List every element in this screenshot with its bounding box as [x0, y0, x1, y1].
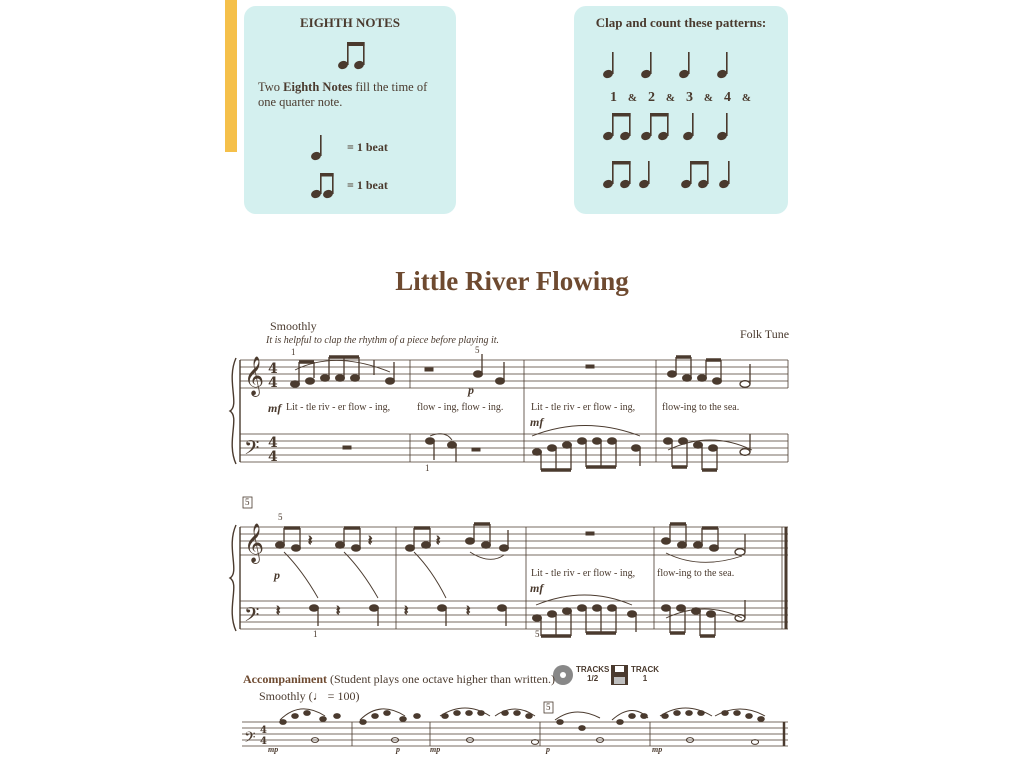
- svg-text:𝄽: 𝄽: [308, 534, 313, 549]
- dynamic-mp: mp: [430, 745, 441, 754]
- quarter-note-symbol: ♩: [312, 689, 325, 703]
- panel-title: EIGHTH NOTES: [299, 15, 401, 30]
- fingering: 5: [535, 629, 540, 639]
- fingering: 1: [313, 629, 318, 639]
- accompaniment-tempo: Smoothly (♩ = 100): [259, 689, 360, 703]
- lyric-m1: Lit - tle riv - er flow - ing,: [286, 402, 391, 413]
- fingering: 5: [278, 512, 283, 522]
- lyric-m2: flow - ing, flow - ing.: [417, 402, 504, 413]
- brace: [230, 358, 236, 464]
- fingering: 5: [475, 345, 480, 355]
- dynamic-mf: mf: [530, 581, 544, 595]
- svg-text:𝄢: 𝄢: [244, 729, 256, 750]
- accompaniment-staff: [242, 722, 788, 746]
- bass-staff-2: [240, 601, 788, 629]
- svg-text:4: 4: [268, 449, 278, 465]
- dynamic-mp: mp: [268, 745, 279, 754]
- accompaniment-heading: Accompaniment (Student plays one octave higher than written.): [243, 672, 555, 686]
- measure-number: 5: [245, 497, 250, 507]
- count-row: 1 & 2 & 3 & 4 &: [610, 90, 752, 105]
- lyric-m8: flow-ing to the sea.: [657, 568, 735, 579]
- cd-icon: [553, 665, 573, 685]
- tempo-marking: Smoothly: [270, 319, 317, 333]
- svg-text:4: 4: [268, 361, 278, 377]
- bass-staff-1: [240, 434, 788, 462]
- svg-text:𝄢: 𝄢: [244, 603, 260, 631]
- disk-track-label: TRACK 1: [631, 665, 659, 683]
- cd-tracks-label: TRACKS 1/2: [576, 665, 610, 683]
- treble-clef: 𝄞: [244, 356, 265, 396]
- eighths-beat-label: = 1 beat: [347, 178, 388, 192]
- dynamic-mf: mf: [268, 401, 282, 415]
- svg-text:𝄽: 𝄽: [368, 534, 373, 549]
- dynamic-p: p: [396, 745, 400, 754]
- dynamic-p: p: [274, 568, 280, 582]
- treble-staff-2: [240, 527, 788, 555]
- song-title: Little River Flowing: [395, 266, 629, 296]
- measure-number: 5: [546, 702, 551, 712]
- lyric-m3: Lit - tle riv - er flow - ing,: [531, 402, 636, 413]
- practice-tip: It is helpful to clap the rhythm of a piece before playing it.: [266, 335, 500, 346]
- svg-text:𝄽: 𝄽: [276, 604, 281, 619]
- quarter-beat-label: = 1 beat: [347, 140, 388, 154]
- svg-text:𝄽: 𝄽: [466, 604, 471, 619]
- floppy-disk-icon: [611, 665, 628, 685]
- bass-clef: 𝄢: [244, 436, 260, 464]
- dynamic-p: p: [468, 383, 474, 397]
- svg-text:𝄽: 𝄽: [404, 604, 409, 619]
- dynamic-p: p: [546, 745, 550, 754]
- accompaniment-notes: [280, 708, 765, 744]
- eighth-notes-description: Two Eighth Notes fill the time of one quarter note.: [258, 80, 428, 109]
- svg-text:𝄞: 𝄞: [244, 523, 265, 563]
- panel-title: Clap and count these patterns:: [595, 15, 767, 30]
- composer-credit: Folk Tune: [740, 327, 790, 341]
- svg-text:𝄽: 𝄽: [436, 534, 441, 549]
- svg-text:𝄽: 𝄽: [336, 604, 341, 619]
- dynamic-mp: mp: [652, 745, 663, 754]
- svg-text:4: 4: [260, 736, 267, 747]
- svg-text:4: 4: [260, 725, 267, 736]
- lyric-m4: flow-ing to the sea.: [662, 402, 740, 413]
- fingering: 1: [291, 347, 296, 357]
- fingering: 1: [425, 463, 430, 473]
- lyric-m7: Lit - tle riv - er flow - ing,: [531, 568, 636, 579]
- dynamic-mf: mf: [530, 415, 544, 429]
- svg-text:4: 4: [268, 375, 278, 391]
- svg-text:4: 4: [268, 435, 278, 451]
